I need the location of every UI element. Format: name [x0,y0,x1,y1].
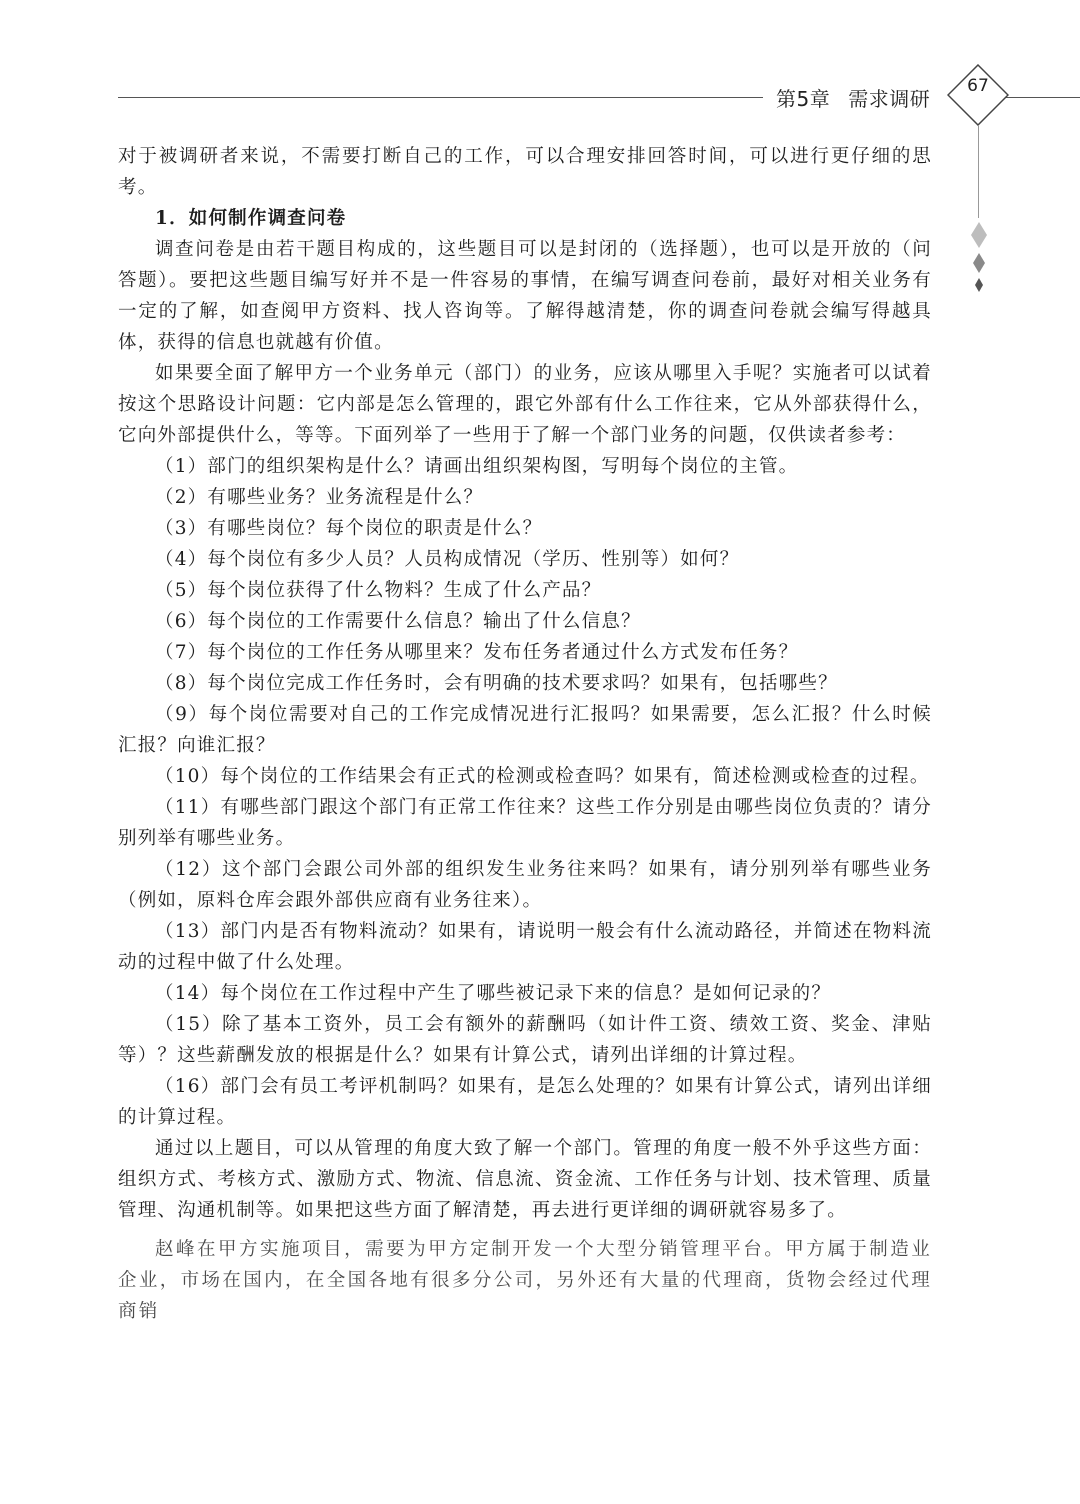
page-number: 67 [967,76,989,96]
question-item: （14）每个岗位在工作过程中产生了哪些被记录下来的信息？是如何记录的？ [155,983,832,1004]
section-heading: 1．如何制作调查问卷 [155,208,347,229]
paragraph: 调查问卷是由若干题目构成的，这些题目可以是封闭的（选择题），也可以是开放的（问答题）。要把这些题目编写好并不是一件容易的事情，在编写调查问卷前，最好对相关业务有一定的了解，如查阅甲方资料、找人咨询等。了解得越清楚，你的调查问卷就会编写得越具体，获得的信息也就越有价值。 [118,239,932,353]
question-item: （16）部门会有员工考评机制吗？如果有，是怎么处理的？如果有计算公式，请列出详细的计算过程。 [118,1076,932,1128]
paragraph-continued: 对于被调研者来说，不需要打断自己的工作，可以合理安排回答时间，可以进行更仔细的思考。 [118,146,932,198]
question-item: （5）每个岗位获得了什么物料？生成了什么产品？ [155,580,602,601]
question-item: （7）每个岗位的工作任务从哪里来？发布任务者通过什么方式发布任务？ [155,642,799,663]
case-story-paragraph: 赵峰在甲方实施项目，需要为甲方定制开发一个大型分销管理平台。甲方属于制造业企业，市场在国内，在全国各地有很多分公司，另外还有大量的代理商，货物会经过代理商销 [118,1239,932,1322]
question-item: （2）有哪些业务？业务流程是什么？ [155,487,484,508]
question-item: （15）除了基本工资外，员工会有额外的薪酬吗（如计件工资、绩效工资、奖金、津贴等）？这些薪酬发放的根据是什么？如果有计算公式，请列出详细的计算过程。 [118,1014,932,1066]
section-label: 需求调研 [848,87,931,111]
question-item: （3）有哪些岗位？每个岗位的职责是什么？ [155,518,543,539]
main-text [118,141,932,1327]
paragraph: 通过以上题目，可以从管理的角度大致了解一个部门。管理的角度一般不外乎这些方面：组织方式、考核方式、激励方式、物流、信息流、资金流、工作任务与计划、技术管理、质量管理、沟通机制等。如果把这些方面了解清楚，再去进行更详细的调研就容易多了。 [118,1138,932,1221]
chapter-label: 第5章 [776,87,831,111]
question-item: （12）这个部门会跟公司外部的组织发生业务往来吗？如果有，请分别列举有哪些业务（例如，原料仓库会跟外部供应商有业务往来）。 [118,859,932,911]
decor-diamonds-icon [970,222,988,292]
question-item: （11）有哪些部门跟这个部门有正常工作往来？这些工作分别是由哪些岗位负责的？请分别列举有哪些业务。 [118,797,932,849]
question-item: （9）每个岗位需要对自己的工作完成情况进行汇报吗？如果需要，怎么汇报？什么时候汇报？向谁汇报？ [118,704,932,756]
question-item: （1）部门的组织架构是什么？请画出组织架构图，写明每个岗位的主管。 [155,456,799,477]
question-item: （10）每个岗位的工作结果会有正式的检测或检查吗？如果有，简述检测或检查的过程。 [155,766,930,787]
question-item: （13）部门内是否有物料流动？如果有，请说明一般会有什么流动路径，并简述在物料流动的过程中做了什么处理。 [118,921,932,973]
decor-vertical-rule [978,126,979,218]
header-rule-left [118,97,763,98]
question-item: （6）每个岗位的工作需要什么信息？输出了什么信息？ [155,611,641,632]
paragraph: 如果要全面了解甲方一个业务单元（部门）的业务，应该从哪里入手呢？实施者可以试着按这个思路设计问题：它内部是怎么管理的，跟它外部有什么工作往来，它从外部获得什么，它向外部提供什么，等等。下面列举了一些用于了解一个部门业务的问题，仅供读者参考： [118,363,932,446]
running-header [776,83,930,112]
question-item: （4）每个岗位有多少人员？人员构成情况（学历、性别等）如何？ [155,549,740,570]
header-rule-right [1002,97,1080,98]
question-item: （8）每个岗位完成工作任务时，会有明确的技术要求吗？如果有，包括哪些？ [155,673,838,694]
